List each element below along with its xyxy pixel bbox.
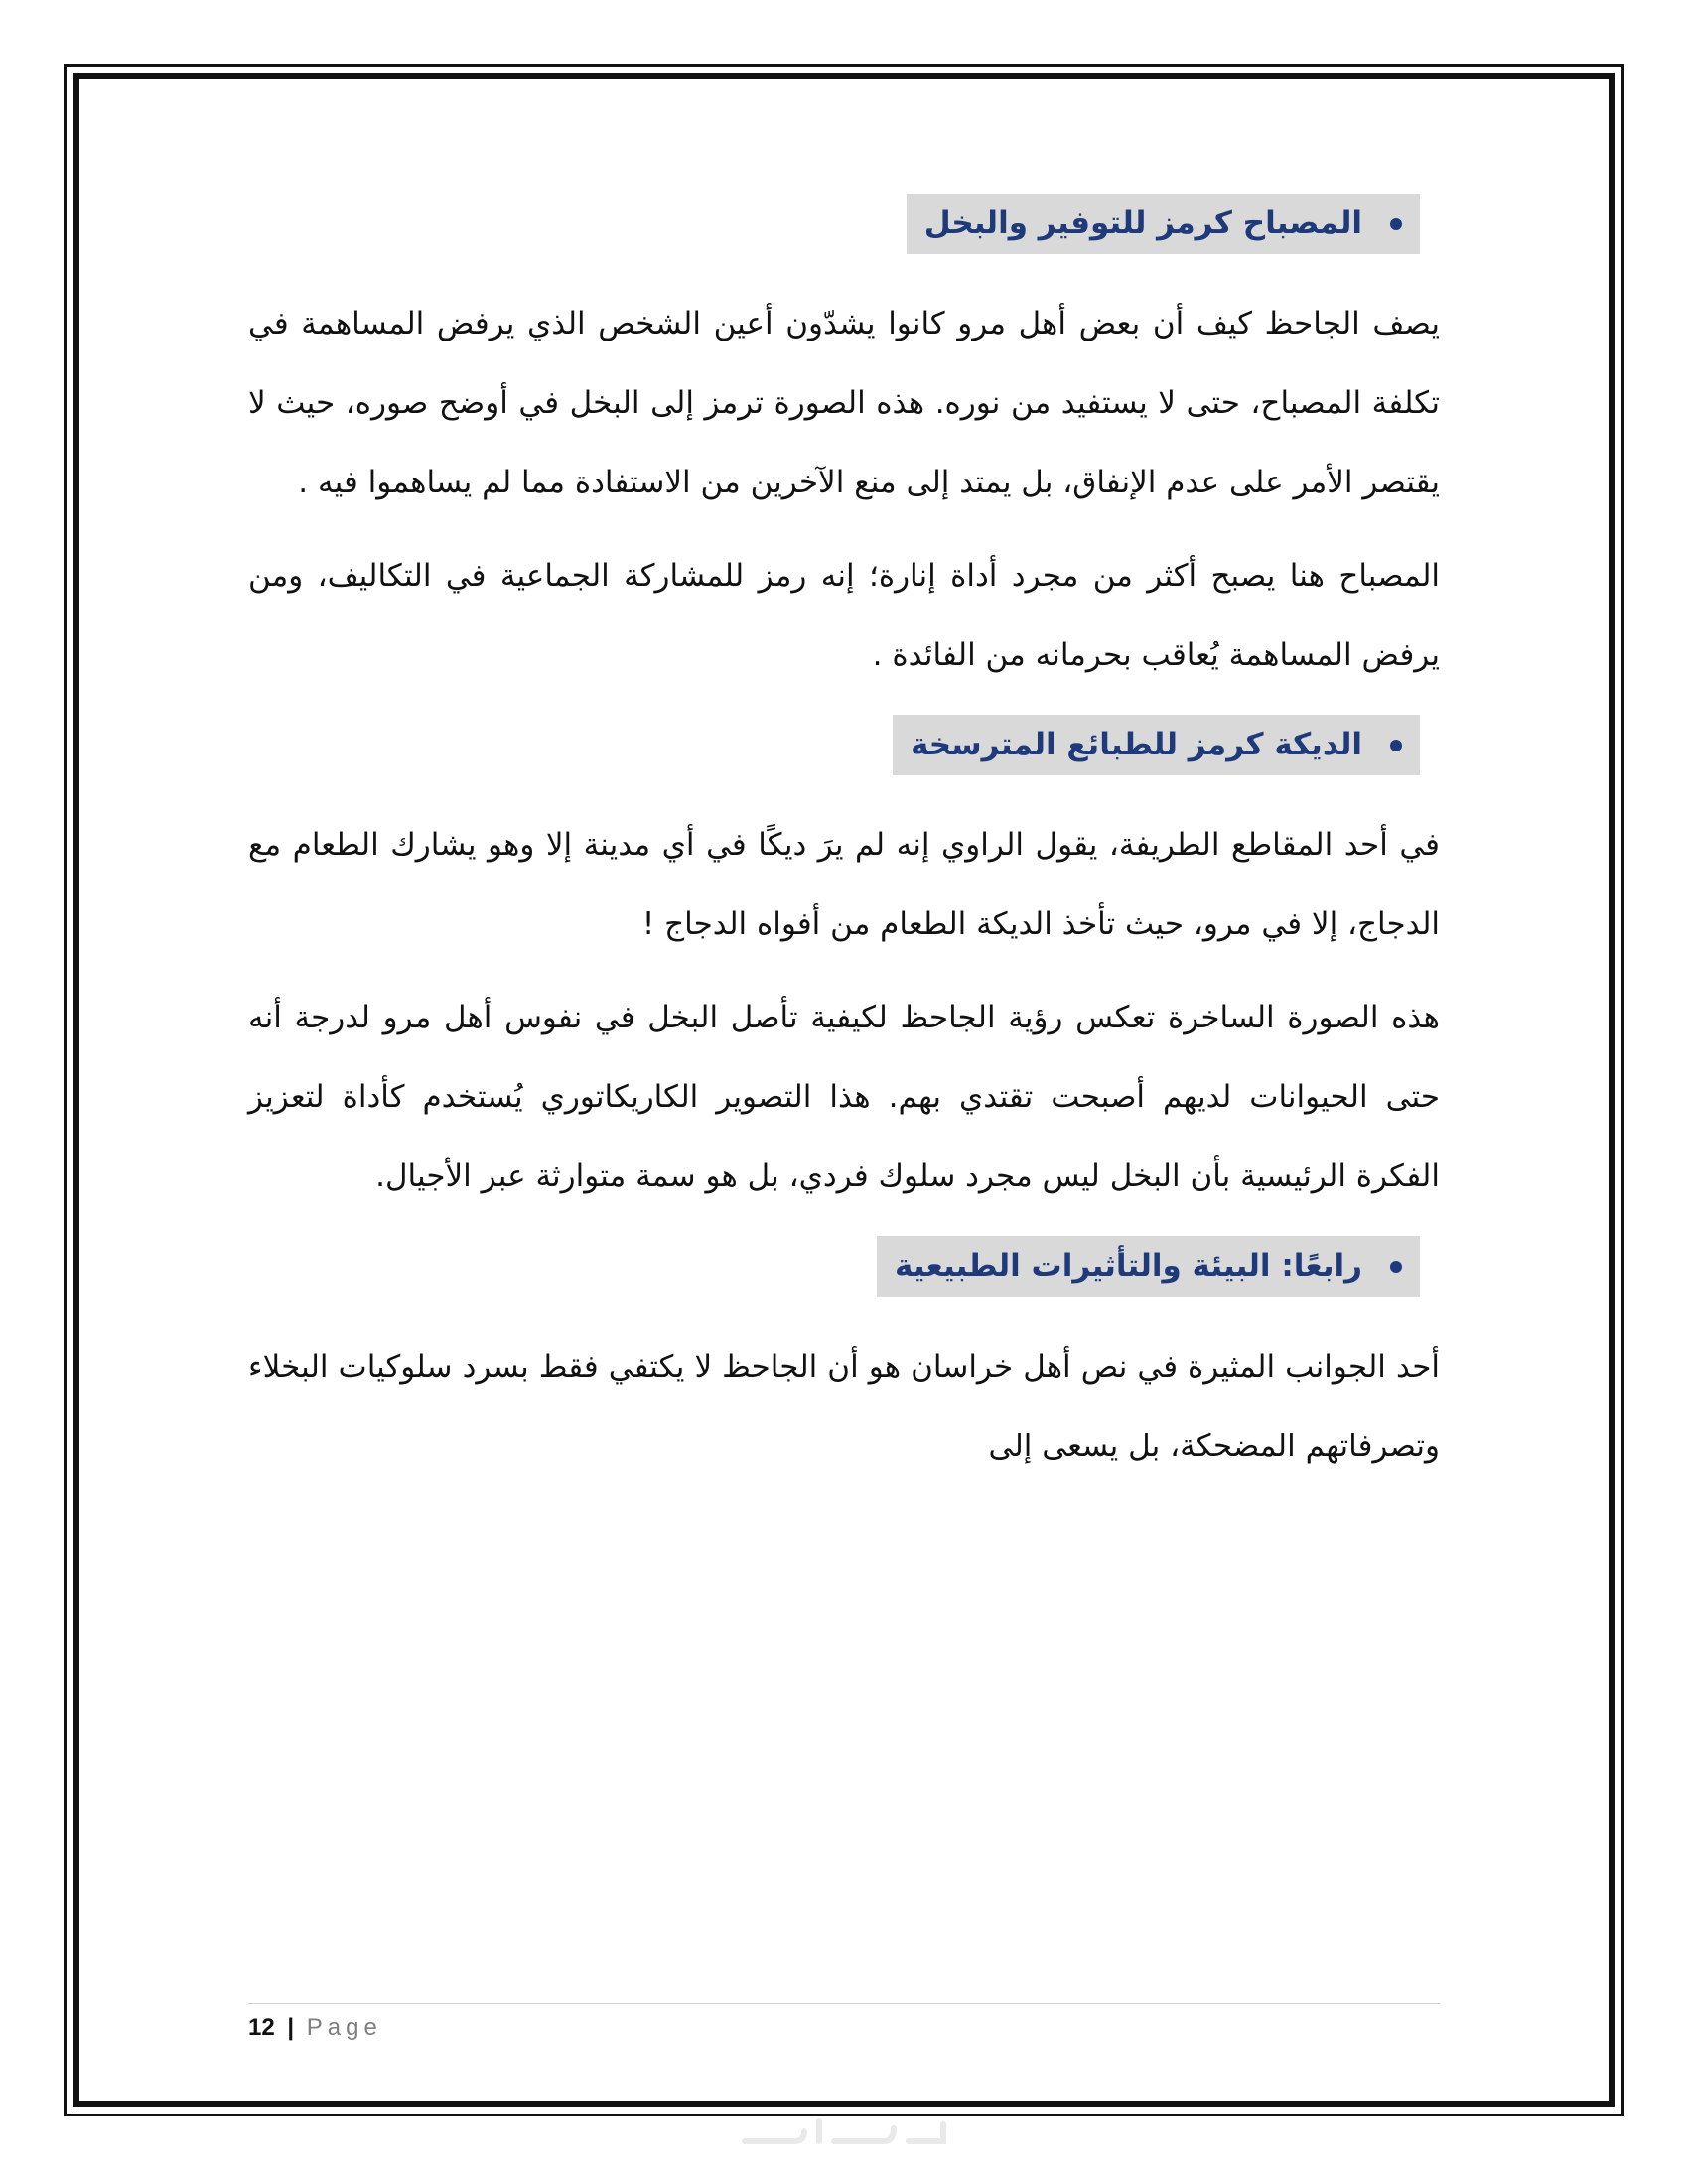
section-heading-roosters [893,715,1420,775]
paragraph: يصف الجاحظ كيف أن بعض أهل مرو كانوا يشدّون أعين الشخص الذي يرفض المساهمة في تكلفة المصباح، حتى لا يستفيد من نوره. هذه الصورة ترمز إلى البخل في أوضح صوره، حيث لا يقتصر الأمر على عدم الإنفاق، بل يمتد إلى منع الآخرين من الاستفادة مما لم يساهموا فيه . [248,306,1440,501]
section-heading-row [248,194,1440,254]
paragraph: أحد الجوانب المثيرة في نص أهل خراسان هو أن الجاحظ لا يكتفي فقط بسرد سلوكيات البخلاء وتصرفاتهم المضحكة، بل يسعى إلى [248,1348,1440,1464]
paragraph: هذه الصورة الساخرة تعكس رؤية الجاحظ لكيفية تأصل البخل في نفوس أهل مرو لدرجة أنه حتى الحيوانات لديهم أصبحت تقتدي بهم. هذا التصوير الكاريكاتوري يُستخدم كأداة لتعزيز الفكرة الرئيسية بأن البخل ليس مجرد سلوك فردي، بل هو سمة متوارثة عبر الأجيال. [248,1000,1440,1195]
section-heading-row [248,715,1440,775]
section-heading-environment [877,1236,1420,1297]
bullet-icon [1390,1261,1402,1273]
section-heading-lamp [907,194,1420,254]
page-footer [248,2003,1440,2042]
page-label: Page [306,2014,382,2041]
bullet-icon [1390,218,1402,230]
section-heading-text: رابعًا: البيئة والتأثيرات الطبيعية [895,1248,1362,1285]
section-heading-text: الديكة كرمز للطبائع المترسخة [910,727,1362,763]
document-body [248,194,1440,1500]
footer-separator: | [287,2014,295,2041]
page-number: 12 [248,2014,275,2041]
watermark-logo [735,2107,953,2156]
paragraph: في أحد المقاطع الطريفة، يقول الراوي إنه لم يرَ ديكًا في أي مدينة إلا وهو يشارك الطعام مع الدجاج، إلا في مرو، حيث تأخذ الديكة الطعام من أفواه الدجاج ! [248,827,1440,943]
section-heading-row [248,1236,1440,1297]
section-heading-text: المصباح كرمز للتوفير والبخل [923,205,1362,241]
paragraph: المصباح هنا يصبح أكثر من مجرد أداة إنارة؛ إنه رمز للمشاركة الجماعية في التكاليف، ومن يرفض المساهمة يُعاقب بحرمانه من الفائدة . [248,558,1440,674]
bullet-icon [1390,740,1402,751]
